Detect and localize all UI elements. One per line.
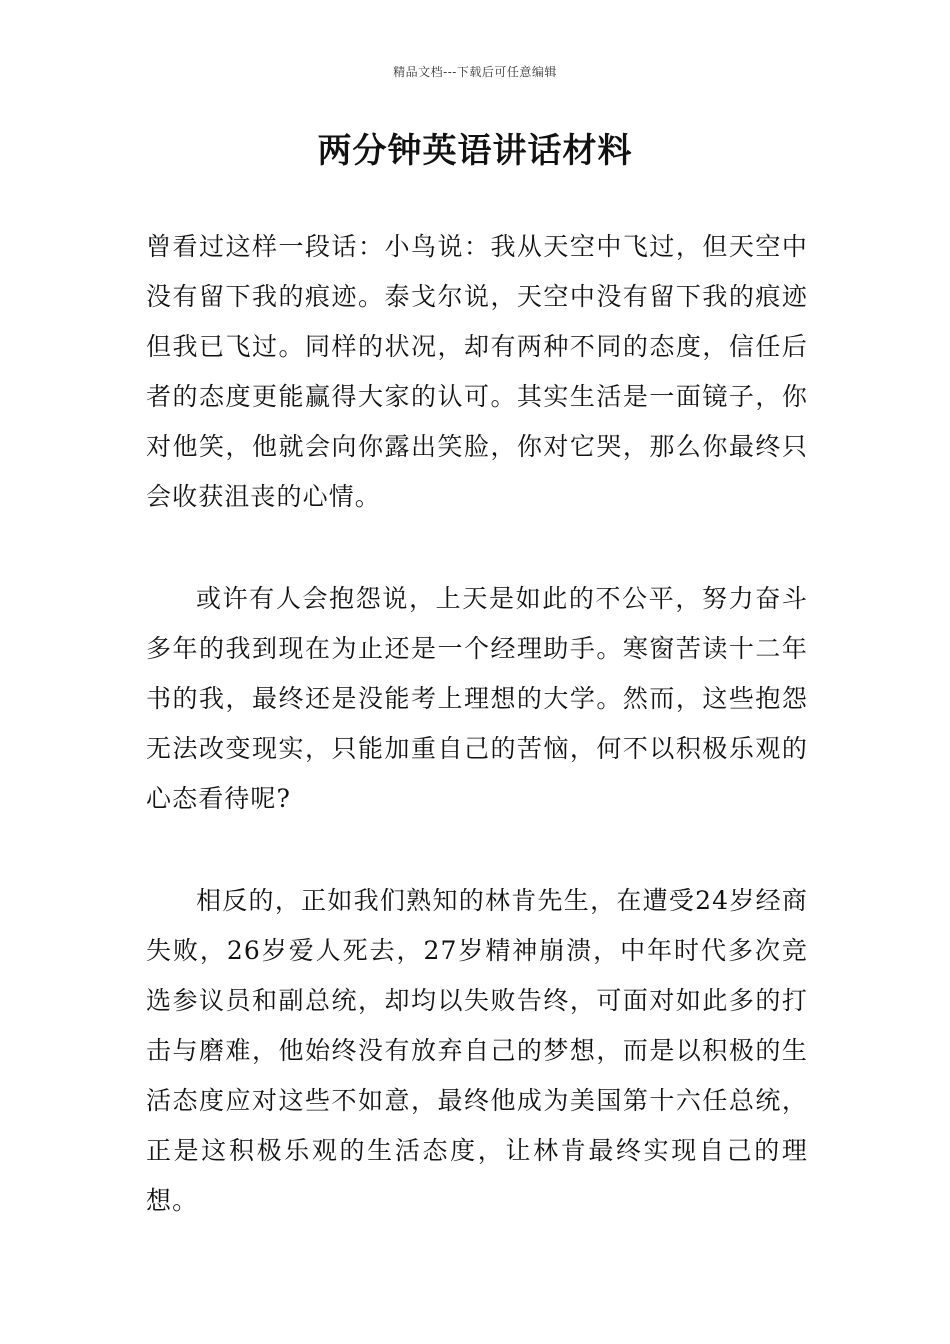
paragraph-3: 相反的，正如我们熟知的林肯先生，在遭受24岁经商失败，26岁爱人死去，27岁精神崩溃，中年时代多次竞选参议员和副总统，却均以失败告终，可面对如此多的打击与磨难，他始终没有放弃自己的梦想，而是以积极的生活态度应对这些不如意，最终他成为美国第十六任总统，正是这积极乐观的生活态度，让林肯最终实现自己的理想。	[146, 886, 808, 1215]
paragraph-2: 或许有人会抱怨说，上天是如此的不公平，努力奋斗多年的我到现在为止还是一个经理助手。寒窗苦读十二年书的我，最终还是没能考上理想的大学。然而，这些抱怨无法改变现实，只能加重自己的苦恼，何不以积极乐观的心态看待呢?	[146, 584, 808, 813]
document-title: 两分钟英语讲话材料	[317, 131, 633, 171]
header-note: 精品文档---下载后可任意编辑	[393, 65, 557, 79]
document-body	[146, 222, 808, 1278]
paragraph-1: 曾看过这样一段话：小鸟说：我从天空中飞过，但天空中没有留下我的痕迹。泰戈尔说，天空中没有留下我的痕迹但我已飞过。同样的状况，却有两种不同的态度，信任后者的态度更能赢得大家的认可。其实生活是一面镜子，你对他笑，他就会向你露出笑脸，你对它哭，那么你最终只会收获沮丧的心情。	[146, 232, 808, 511]
